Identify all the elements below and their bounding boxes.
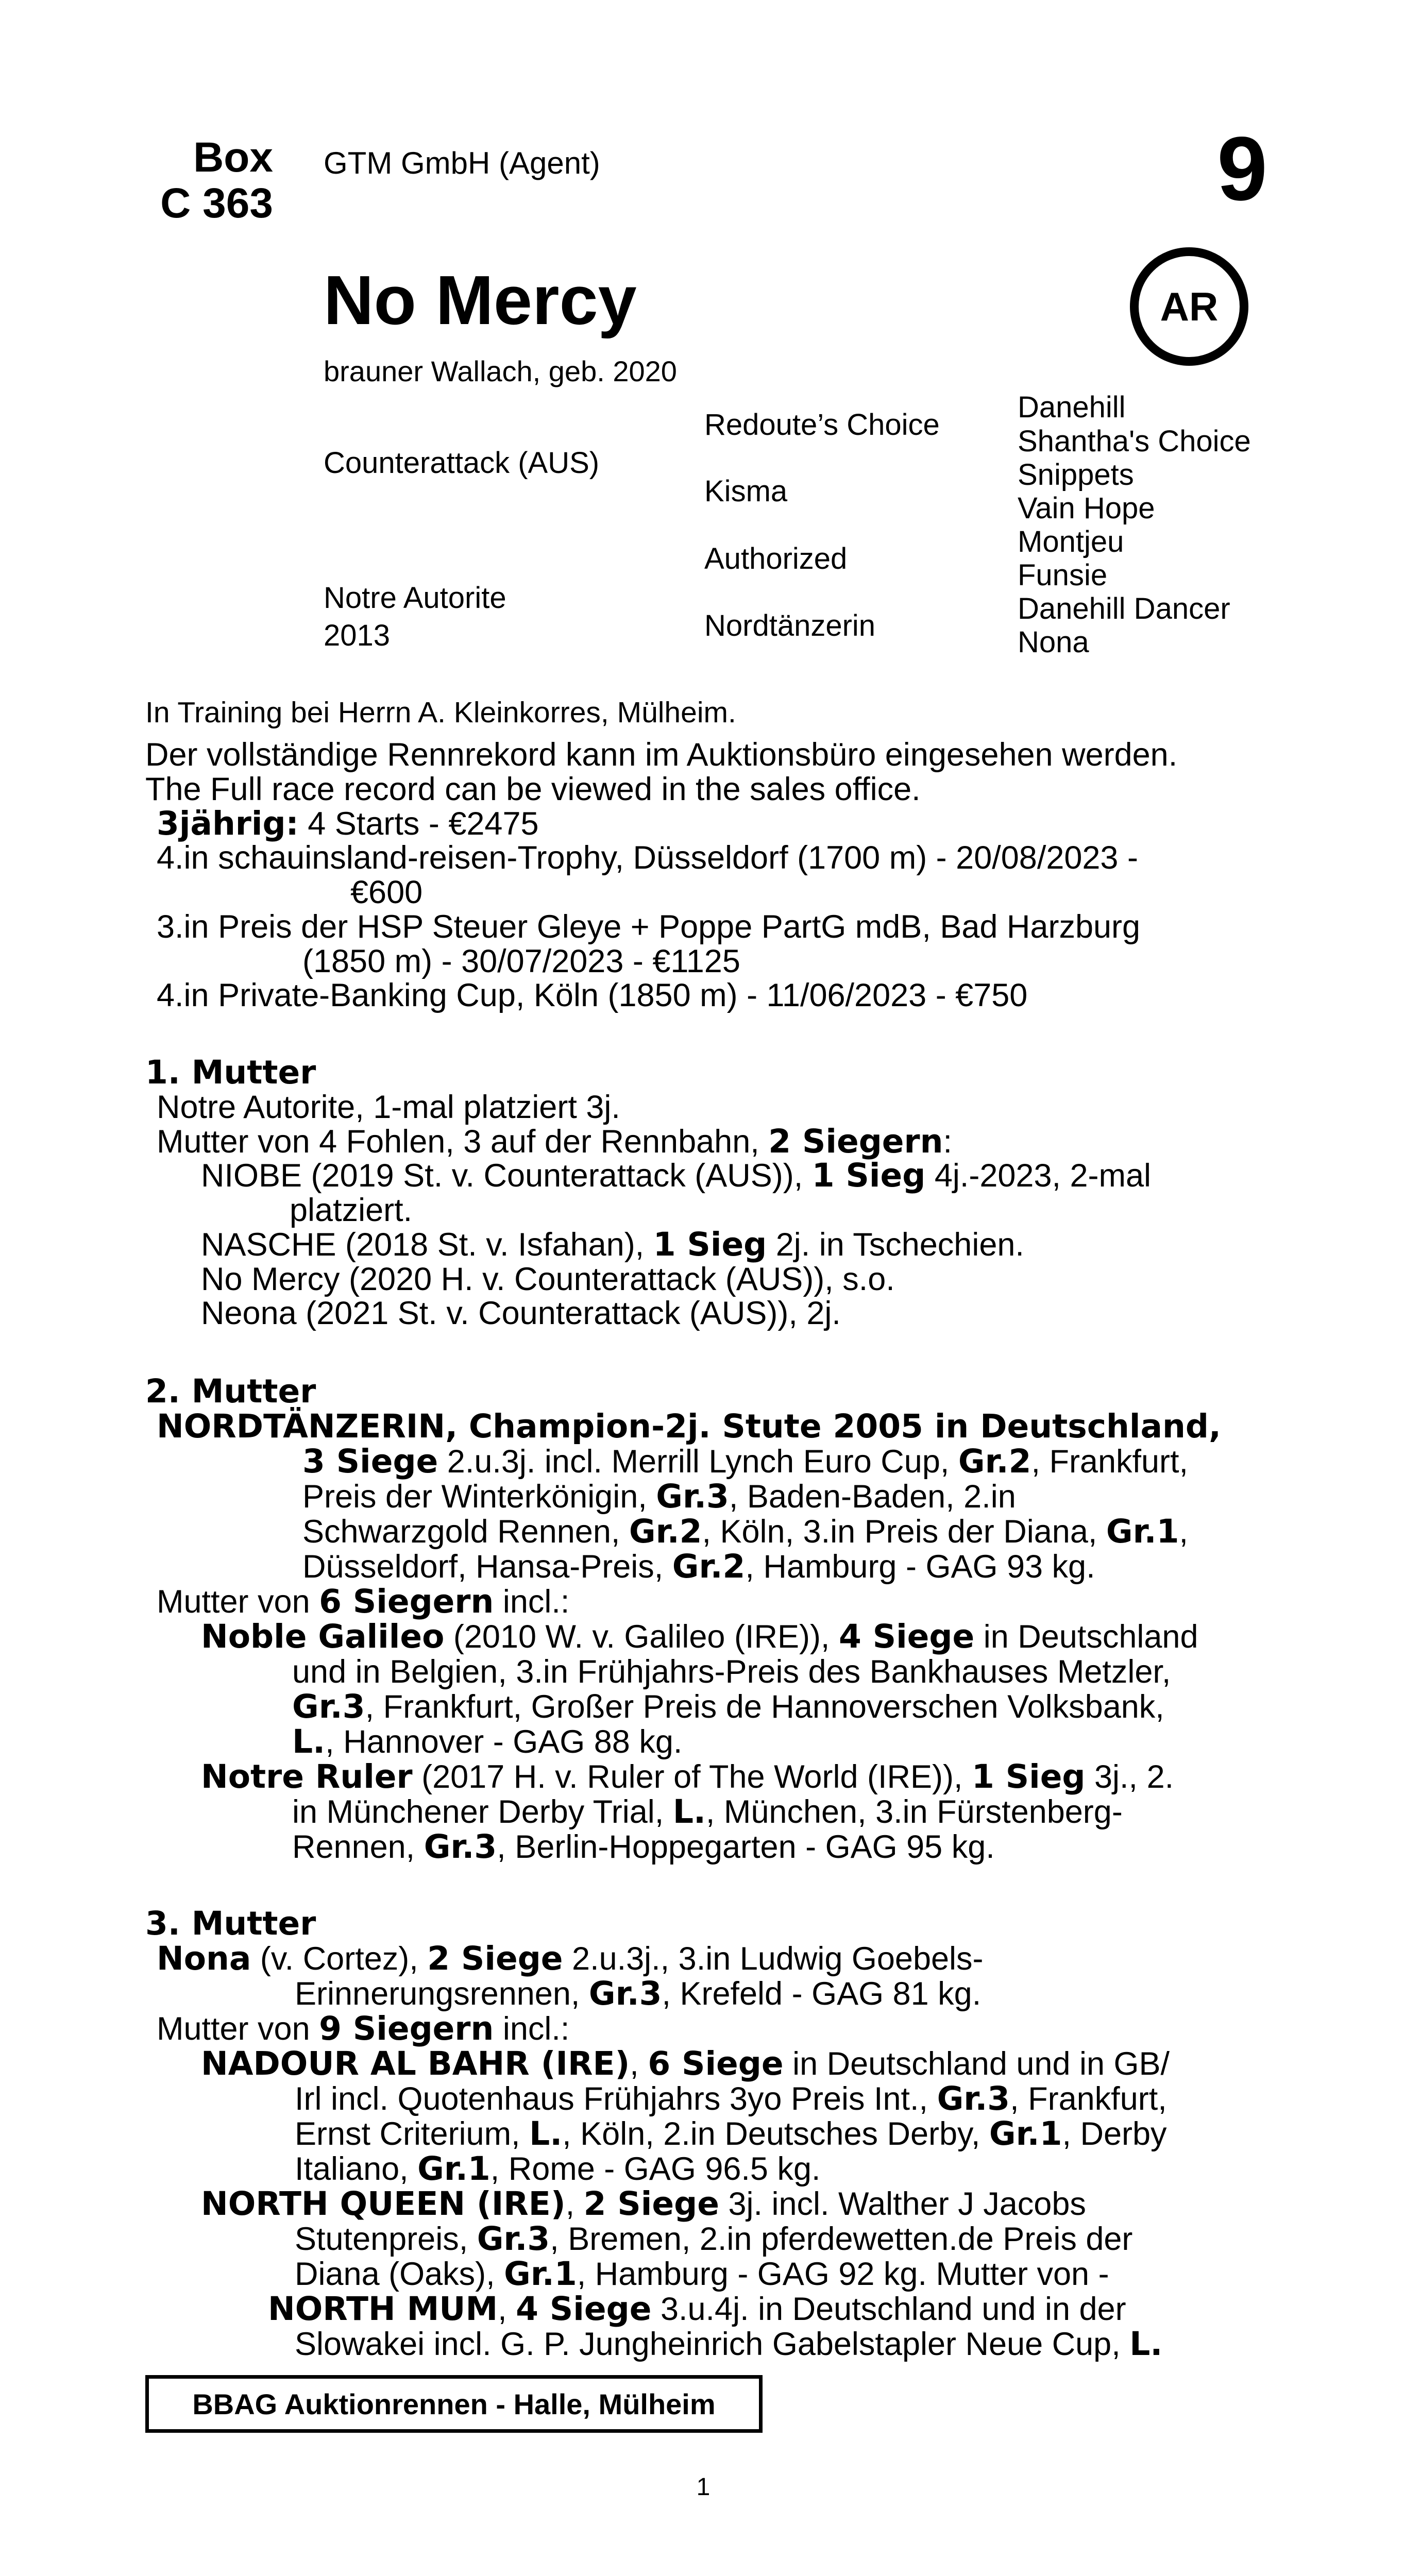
- third-dam-record: [145, 1976, 1170, 2011]
- mother-2-section: [145, 1374, 1301, 1865]
- grade: Gr.1: [989, 2115, 1062, 2153]
- race-3: 4.in Private-Banking Cup, Köln (1850 m) - 11/06/2023 - €750: [157, 977, 1028, 1014]
- wins: 2 Siege: [583, 2185, 719, 2223]
- ar-badge: [1130, 247, 1248, 366]
- box-number: [155, 135, 273, 226]
- text: (2010 W. v. Galileo (IRE)),: [444, 1619, 839, 1655]
- text: 3.u.4j. in Deutschland und in der: [651, 2291, 1126, 2328]
- produce-entry: [145, 2046, 1170, 2081]
- text: 2.u.3j. incl. Merrill Lynch Euro Cup,: [438, 1444, 958, 1480]
- produce-entry-cont: [145, 1689, 1301, 1724]
- text: Erinnerungsrennen,: [295, 1976, 589, 2012]
- grade: Gr.3: [292, 1688, 365, 1726]
- text: Ernst Criterium,: [295, 2116, 530, 2153]
- text: Schwarzgold Rennen,: [302, 1514, 629, 1550]
- foal-entry: [145, 1159, 1151, 1193]
- produce-entry-cont: und in Belgien, 3.in Frühjahrs-Preis des Bankhauses Metzler,: [292, 1654, 1171, 1690]
- pedigree-g3-3: Snippets: [1018, 458, 1134, 492]
- punctuation: :: [943, 1123, 952, 1160]
- winners-count: 6 Siegern: [319, 1583, 494, 1621]
- text: in Deutschland und in GB/: [783, 2046, 1170, 2082]
- page-number: 1: [696, 2473, 711, 2501]
- foal-detail: 2j. in Tschechien.: [767, 1226, 1024, 1263]
- text: Rennen,: [292, 1829, 424, 1866]
- mother-1-section: [145, 1056, 1151, 1331]
- wins: 4 Siege: [516, 2290, 652, 2328]
- age-starts: 4 Starts - €2475: [298, 805, 539, 842]
- text: Slowakei incl. G. P. Jungheinrich Gabelstapler Neue Cup,: [295, 2326, 1130, 2363]
- dam-record: Notre Autorite, 1-mal platziert 3j.: [157, 1089, 620, 1125]
- pedigree-g3-4: Vain Hope: [1018, 492, 1155, 525]
- foal-entry: [145, 1225, 1151, 1263]
- grade: L.: [1129, 2325, 1163, 2363]
- grade: Gr.1: [1106, 1513, 1179, 1551]
- age-label: 3jährig:: [157, 804, 299, 842]
- box-label: Box: [193, 134, 273, 181]
- training-info: In Training bei Herrn A. Kleinkorres, Mülheim.: [145, 696, 736, 729]
- text: , München, 3.in Fürstenberg-: [705, 1794, 1123, 1831]
- pedigree-dam-year: 2013: [324, 619, 391, 652]
- pedigree-sire-dam: Kisma: [704, 474, 788, 508]
- produce-entry-cont: [145, 1794, 1301, 1829]
- race-2-detail: (1850 m) - 30/07/2023 - €1125: [302, 943, 740, 979]
- pedigree-dam-sire: Authorized: [704, 542, 848, 575]
- produce-entry-cont: [145, 1829, 1301, 1865]
- text: Irl incl. Quotenhaus Frühjahrs 3yo Preis Int.,: [295, 2081, 937, 2117]
- produce-name: Notre Ruler: [201, 1758, 413, 1796]
- wins: 6 Siege: [648, 2045, 784, 2083]
- wins: 2 Siege: [427, 1940, 563, 1978]
- foal-entry-cont: platziert.: [290, 1192, 413, 1229]
- text: , Frankfurt,: [1031, 1444, 1189, 1480]
- text: 3j. incl. Walther J Jacobs: [719, 2186, 1086, 2223]
- granddam-title: , Champion-2j. Stute 2005 in Deutschland,: [445, 1408, 1221, 1446]
- third-dam-name: Nona: [157, 1940, 251, 1978]
- grade: Gr.2: [958, 1443, 1031, 1481]
- text: , Hamburg - GAG 92 kg. Mutter von -: [577, 2256, 1109, 2293]
- dam-produce-summary: [145, 1122, 1151, 1160]
- box-code: C 363: [160, 179, 273, 227]
- text: Mutter von: [157, 2011, 319, 2047]
- text: , Baden-Baden, 2.in: [729, 1479, 1016, 1515]
- record-line: [145, 1549, 1301, 1584]
- text: Preis der Winterkönigin,: [302, 1479, 656, 1515]
- race-record: [145, 738, 1177, 1013]
- text: Italiano,: [295, 2151, 418, 2188]
- text: ,: [630, 2046, 648, 2082]
- section-heading: 1. Mutter: [145, 1054, 316, 1091]
- produce-entry: [145, 2187, 1170, 2222]
- section-heading: 2. Mutter: [145, 1372, 316, 1410]
- produce-entry-cont: [145, 2222, 1170, 2257]
- text: , Berlin-Hoppegarten - GAG 95 kg.: [497, 1829, 995, 1866]
- third-dam-line: [145, 1941, 1170, 1976]
- produce-entry: [145, 1619, 1301, 1654]
- produce-entry-cont: [145, 2257, 1170, 2292]
- dam-produce-text: Mutter von 4 Fohlen, 3 auf der Rennbahn,: [157, 1123, 769, 1160]
- produce-entry-cont: [145, 2327, 1170, 2362]
- grade: Gr.3: [477, 2220, 550, 2258]
- section-heading: 3. Mutter: [145, 1905, 316, 1942]
- grade: Gr.3: [937, 2080, 1010, 2118]
- produce-name: NORTH MUM: [268, 2290, 498, 2328]
- dam-of-line: [145, 2011, 1170, 2046]
- horse-name: No Mercy: [324, 261, 637, 339]
- wins: 1 Sieg: [971, 1758, 1086, 1796]
- pedigree-sire-sire: Redoute’s Choice: [704, 408, 940, 442]
- text: in Deutschland: [974, 1619, 1198, 1655]
- record-note-de: Der vollständige Rennrekord kann im Auktionsbüro eingesehen werden.: [145, 737, 1178, 773]
- winners-count: 9 Siegern: [319, 2010, 494, 2048]
- text: , Frankfurt, Großer Preis de Hannoverschen Volksbank,: [365, 1689, 1164, 1725]
- text: Mutter von: [157, 1584, 319, 1620]
- pedigree-dam-dam: Nordtänzerin: [704, 609, 876, 642]
- grade: Gr.3: [424, 1828, 497, 1866]
- grade: Gr.2: [672, 1548, 746, 1586]
- grade: L.: [672, 1793, 706, 1831]
- pedigree-g3-2: Shantha's Choice: [1018, 425, 1251, 458]
- wins: 1 Sieg: [811, 1157, 926, 1195]
- wins: 1 Sieg: [653, 1225, 767, 1263]
- text: (v. Cortez),: [251, 1941, 428, 1977]
- produce-name: NADOUR AL BAHR (IRE): [201, 2045, 630, 2083]
- text: , Bremen, 2.in pferdewetten.de Preis der: [550, 2221, 1133, 2258]
- record-line: [145, 1514, 1301, 1549]
- agent-name: GTM GmbH (Agent): [324, 146, 600, 180]
- text: (2017 H. v. Ruler of The World (IRE)),: [412, 1759, 972, 1795]
- text: , Krefeld - GAG 81 kg.: [662, 1976, 982, 2012]
- auction-race-box: [145, 2375, 763, 2433]
- grade: Gr.2: [629, 1513, 702, 1551]
- ar-badge-label: AR: [1160, 283, 1219, 329]
- mother-3-section: [145, 1906, 1170, 2362]
- grade: Gr.3: [656, 1478, 729, 1516]
- granddam-record-block: [145, 1479, 1301, 1514]
- text: incl.:: [494, 2011, 570, 2047]
- text: , Hamburg - GAG 93 kg.: [745, 1549, 1095, 1585]
- text: Stutenpreis,: [295, 2221, 477, 2258]
- grade: Gr.3: [588, 1975, 662, 2013]
- pedigree-g3-5: Montjeu: [1018, 525, 1124, 558]
- wins: 4 Siege: [838, 1618, 975, 1656]
- text: ,: [565, 2186, 584, 2223]
- foal-detail: 4j.-2023, 2-mal: [925, 1158, 1152, 1194]
- pedigree-g3-1: Danehill: [1018, 391, 1126, 424]
- produce-entry-cont: [145, 2151, 1170, 2187]
- text: , Frankfurt,: [1010, 2081, 1167, 2117]
- produce-entry-cont: [145, 1724, 1301, 1759]
- text: ,: [1179, 1514, 1188, 1550]
- pedigree-g3-6: Funsie: [1018, 558, 1108, 592]
- text: ,: [498, 2291, 516, 2328]
- record-line: [302, 1479, 1301, 1514]
- produce-entry: [145, 1759, 1301, 1794]
- produce-entry-cont: [145, 2116, 1170, 2151]
- text: in Münchener Derby Trial,: [292, 1794, 673, 1831]
- grade: Gr.1: [417, 2150, 490, 2188]
- text: Diana (Oaks),: [295, 2256, 504, 2293]
- produce-name: NORTH QUEEN (IRE): [201, 2185, 566, 2223]
- produce-name: Noble Galileo: [201, 1618, 445, 1656]
- wins: 3 Siege: [302, 1443, 438, 1481]
- granddam-record: [145, 1444, 1301, 1479]
- age-summary: [145, 804, 1177, 842]
- horse-description: brauner Wallach, geb. 2020: [324, 355, 677, 387]
- foal-entry: No Mercy (2020 H. v. Counterattack (AUS)), s.o.: [201, 1261, 895, 1297]
- produce-entry: [145, 2292, 1170, 2327]
- auction-race-label: BBAG Auktionrennen - Halle, Mülheim: [192, 2387, 716, 2420]
- dam-of-line: [145, 1584, 1301, 1619]
- pedigree-dam: Notre Autorite: [324, 581, 506, 615]
- text: , Hannover - GAG 88 kg.: [325, 1724, 683, 1760]
- grade: L.: [292, 1723, 326, 1761]
- text: , Derby: [1062, 2116, 1167, 2153]
- foal-name: NIOBE (2019 St. v. Counterattack (AUS)),: [201, 1158, 812, 1194]
- grade: L.: [529, 2115, 563, 2153]
- race-2: 3.in Preis der HSP Steuer Gleye + Poppe PartG mdB, Bad Harzburg: [157, 908, 1141, 945]
- text: , Köln, 2.in Deutsches Derby,: [562, 2116, 989, 2153]
- grade: Gr.1: [504, 2255, 577, 2293]
- race-1: 4.in schauinsland-reisen-Trophy, Düsseldorf (1700 m) - 20/08/2023 -: [157, 840, 1138, 876]
- pedigree-g3-7: Danehill Dancer: [1018, 592, 1230, 625]
- text: Düsseldorf, Hansa-Preis,: [302, 1549, 672, 1585]
- race-1-prize: €600: [350, 874, 423, 911]
- record-note-en: The Full race record can be viewed in the sales office.: [145, 771, 921, 807]
- winners-count: 2 Siegern: [768, 1122, 943, 1160]
- granddam-name-line: [145, 1409, 1301, 1444]
- text: 3j., 2.: [1085, 1759, 1174, 1795]
- lot-number: 9: [1217, 118, 1267, 219]
- text: , Köln, 3.in Preis der Diana,: [702, 1514, 1106, 1550]
- pedigree-g3-8: Nona: [1018, 625, 1089, 659]
- text: incl.:: [494, 1584, 570, 1620]
- text: , Rome - GAG 96.5 kg.: [490, 2151, 821, 2188]
- text: 2.u.3j., 3.in Ludwig Goebels-: [563, 1941, 984, 1977]
- granddam-name: NORDTÄNZERIN: [157, 1408, 446, 1446]
- produce-entry-cont: [145, 2081, 1170, 2116]
- foal-entry: Neona (2021 St. v. Counterattack (AUS)), 2j.: [201, 1295, 841, 1332]
- pedigree-sire: Counterattack (AUS): [324, 446, 600, 480]
- foal-name: NASCHE (2018 St. v. Isfahan),: [201, 1226, 653, 1263]
